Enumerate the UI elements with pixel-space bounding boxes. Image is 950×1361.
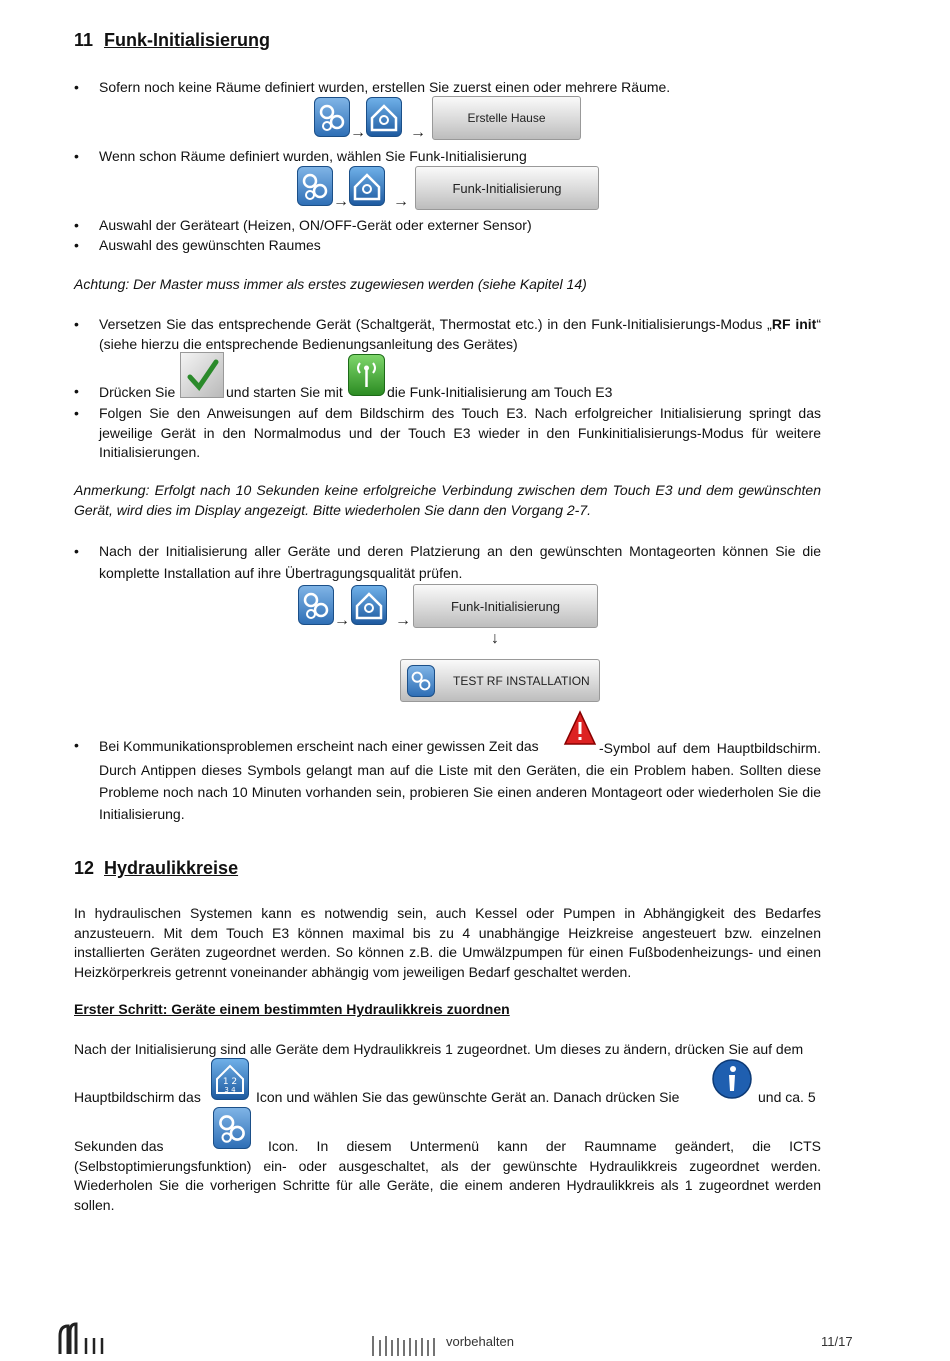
paragraph: Nach der Initialisierung sind alle Geräte dem Hydraulikkreis 1 zugeordnet. Um dieses zu ändern, drücken Sie auf dem bbox=[74, 1041, 804, 1057]
svg-text:1 2: 1 2 bbox=[222, 1077, 238, 1087]
note-text: Achtung: Der Master muss immer als erstes zugewiesen werden (siehe Kapitel 14) bbox=[74, 276, 587, 292]
bullet-text: Wenn schon Räume definiert wurden, wählen Sie Funk-Initialisierung bbox=[99, 148, 527, 164]
text-span: Versetzen Sie das entsprechende Gerät (Schaltgerät, Thermostat etc.) in den Funk-Initialisierungs-Modus „ bbox=[99, 316, 772, 332]
page-number: 11/17 bbox=[821, 1334, 853, 1349]
section-11-heading bbox=[74, 30, 270, 51]
remark-text: Anmerkung: Erfolgt nach 10 Sekunden keine erfolgreiche Verbindung zwischen dem Touch E3 und dem gewünschten Gerät, wird dies im Display angezeigt. Bitte wiederholen Sie dann den Vorgang 2-7. bbox=[74, 482, 821, 518]
bullet-text: -Symbol auf dem Hauptbildschirm. Durch Antippen dieses Symbols gelangt man auf die Liste mit den Geräten, die ein Problem haben. Sollten diese Probleme noch nach 10 Minuten vorhanden sein, probieren Sie einen anderen Montageort oder wiederholen Sie die Initialisierung. bbox=[99, 740, 821, 822]
svg-text:3 4: 3 4 bbox=[224, 1086, 236, 1094]
list-item: • Versetzen Sie das entsprechende Gerät (Schaltgerät, Thermostat etc.) in den Funk-Initialisierungs-Modus „RF init“ (siehe hierzu die entsprechende Bedienungsanleitung des Gerätes) bbox=[74, 315, 821, 354]
company-logo bbox=[56, 1322, 108, 1356]
bullet-text: Folgen Sie den Anweisungen auf dem Bildschirm des Touch E3. Nach erfolgreicher Initialisierung springt das jeweilige Gerät in den Normalmodus und der Touch E3 wieder in den Funkinitialisierungs-Modus für weitere Initialisierungen. bbox=[99, 405, 821, 460]
hydraulic-circuits-icon[interactable] bbox=[211, 1058, 249, 1100]
arrow-icon: → bbox=[395, 612, 411, 629]
bullet-text: und starten Sie mit bbox=[226, 384, 343, 400]
gears-icon bbox=[297, 166, 333, 206]
funk-init-button[interactable]: Funk-Initialisierung bbox=[413, 584, 598, 628]
down-arrow-icon: ↓ bbox=[491, 630, 499, 647]
bullet-text: Sofern noch keine Räume definiert wurden, erstellen Sie zuerst einen oder mehrere Räume. bbox=[99, 79, 671, 95]
bullet-text: Nach der Initialisierung aller Geräte und deren Platzierung an den gewünschten Montageorten können Sie die komplette Installation auf ihre Übertragungsqualität prüfen. bbox=[99, 543, 821, 581]
gears-icon bbox=[314, 97, 350, 137]
footer-text: vorbehalten bbox=[446, 1334, 514, 1349]
gears-icon bbox=[407, 665, 435, 697]
bullet-dot: • bbox=[74, 383, 79, 399]
bullet-text bbox=[99, 315, 821, 354]
list-item: • Auswahl des gewünschten Raumes bbox=[74, 236, 821, 256]
bullet-text: die Funk-Initialisierung am Touch E3 bbox=[387, 384, 613, 400]
step-heading: Erster Schritt: Geräte einem bestimmten Hydraulikkreis zuordnen bbox=[74, 1001, 510, 1017]
radio-antenna-icon[interactable] bbox=[348, 354, 385, 396]
bullet-text: Drücken Sie bbox=[99, 384, 176, 400]
funk-init-button[interactable]: Funk-Initialisierung bbox=[415, 166, 599, 210]
text-span: “ (siehe hierzu die entsprechende Bedienungsanleitung des Gerätes) bbox=[99, 316, 821, 352]
paragraph: Icon. In diesem Untermenü kann der Raumname geändert, die ICTS (Selbstoptimierungsfunktion) ein- oder ausgeschaltet, als der gewünschte Hydraulikkreis zugeordnet werden. Wiederholen Sie die vorherigen Schritte für alle Geräte, die einem anderen Hydraulikkreis als 1 zugeordnet werden sollen. bbox=[74, 1138, 821, 1213]
list-item: • Sofern noch keine Räume definiert wurden, erstellen Sie zuerst einen oder mehrere Räume. bbox=[74, 78, 821, 98]
paragraph-text: Hauptbildschirm das bbox=[74, 1089, 201, 1105]
house-settings-icon bbox=[349, 166, 385, 206]
checkmark-icon[interactable] bbox=[180, 352, 224, 398]
arrow-icon: → bbox=[410, 124, 426, 141]
button-label: TEST RF INSTALLATION bbox=[453, 673, 590, 688]
arrow-icon: → bbox=[393, 193, 409, 210]
arrow-icon: → bbox=[333, 193, 349, 210]
list-item: • Nach der Initialisierung aller Geräte und deren Platzierung an den gewünschten Montageorten können Sie die komplette Installation auf ihre Übertragungsqualität prüfen. bbox=[74, 540, 821, 584]
paragraph-text: Sekunden das bbox=[74, 1138, 164, 1154]
arrow-icon: → bbox=[334, 612, 350, 629]
barcode-smudge-icon bbox=[370, 1334, 442, 1356]
list-item: • Auswahl der Geräteart (Heizen, ON/OFF-Gerät oder externer Sensor) bbox=[74, 216, 821, 236]
list-item: • Wenn schon Räume definiert wurden, wählen Sie Funk-Initialisierung bbox=[74, 147, 821, 167]
section-12-heading bbox=[74, 858, 238, 879]
list-item: • Folgen Sie den Anweisungen auf dem Bildschirm des Touch E3. Nach erfolgreicher Initialisierung springt das jeweilige Gerät in den Normalmodus und der Touch E3 wieder in den Funkinitialisierungs-Modus für weitere Initialisierungen. bbox=[74, 404, 821, 463]
house-settings-icon bbox=[351, 585, 387, 625]
section-number: 11 bbox=[74, 30, 94, 50]
bullet-text: Auswahl des gewünschten Raumes bbox=[99, 237, 321, 253]
section-title: Funk-Initialisierung bbox=[104, 30, 271, 50]
bullet-text: Bei Kommunikationsproblemen erscheint nach einer gewissen Zeit das bbox=[99, 738, 539, 754]
house-settings-icon bbox=[366, 97, 402, 137]
test-rf-installation-button[interactable] bbox=[400, 659, 600, 702]
paragraph-text: und ca. 5 bbox=[758, 1089, 816, 1105]
section-number: 12 bbox=[74, 858, 95, 878]
info-icon[interactable] bbox=[712, 1058, 752, 1100]
paragraph: In hydraulischen Systemen kann es notwendig sein, auch Kessel oder Pumpen in Abhängigkeit des Bedarfes anzusteuern. Mit dem Touch E3 können maximal bis zu 4 unabhängige Heizkreise angesteuert bzw. einzelnen installierten Geräten zugeordnet werden. So können z.B. die Umwälzpumpen für einen Fußbodenheizungs- und einen Heizkörperkreis getrennt voneinander abhängig vom jeweiligen Bedarf geschaltet werden. bbox=[74, 905, 821, 980]
section-title: Hydraulikkreise bbox=[104, 858, 239, 878]
gears-icon bbox=[298, 585, 334, 625]
create-house-button[interactable]: Erstelle Hause bbox=[432, 96, 581, 140]
bullet-dot: • bbox=[74, 737, 79, 753]
arrow-icon: → bbox=[350, 124, 366, 141]
bullet-text: Auswahl der Geräteart (Heizen, ON/OFF-Gerät oder externer Sensor) bbox=[99, 217, 532, 233]
bold-text: RF init bbox=[771, 316, 817, 332]
paragraph-text: Icon und wählen Sie das gewünschte Gerät an. Danach drücken Sie bbox=[256, 1089, 680, 1105]
